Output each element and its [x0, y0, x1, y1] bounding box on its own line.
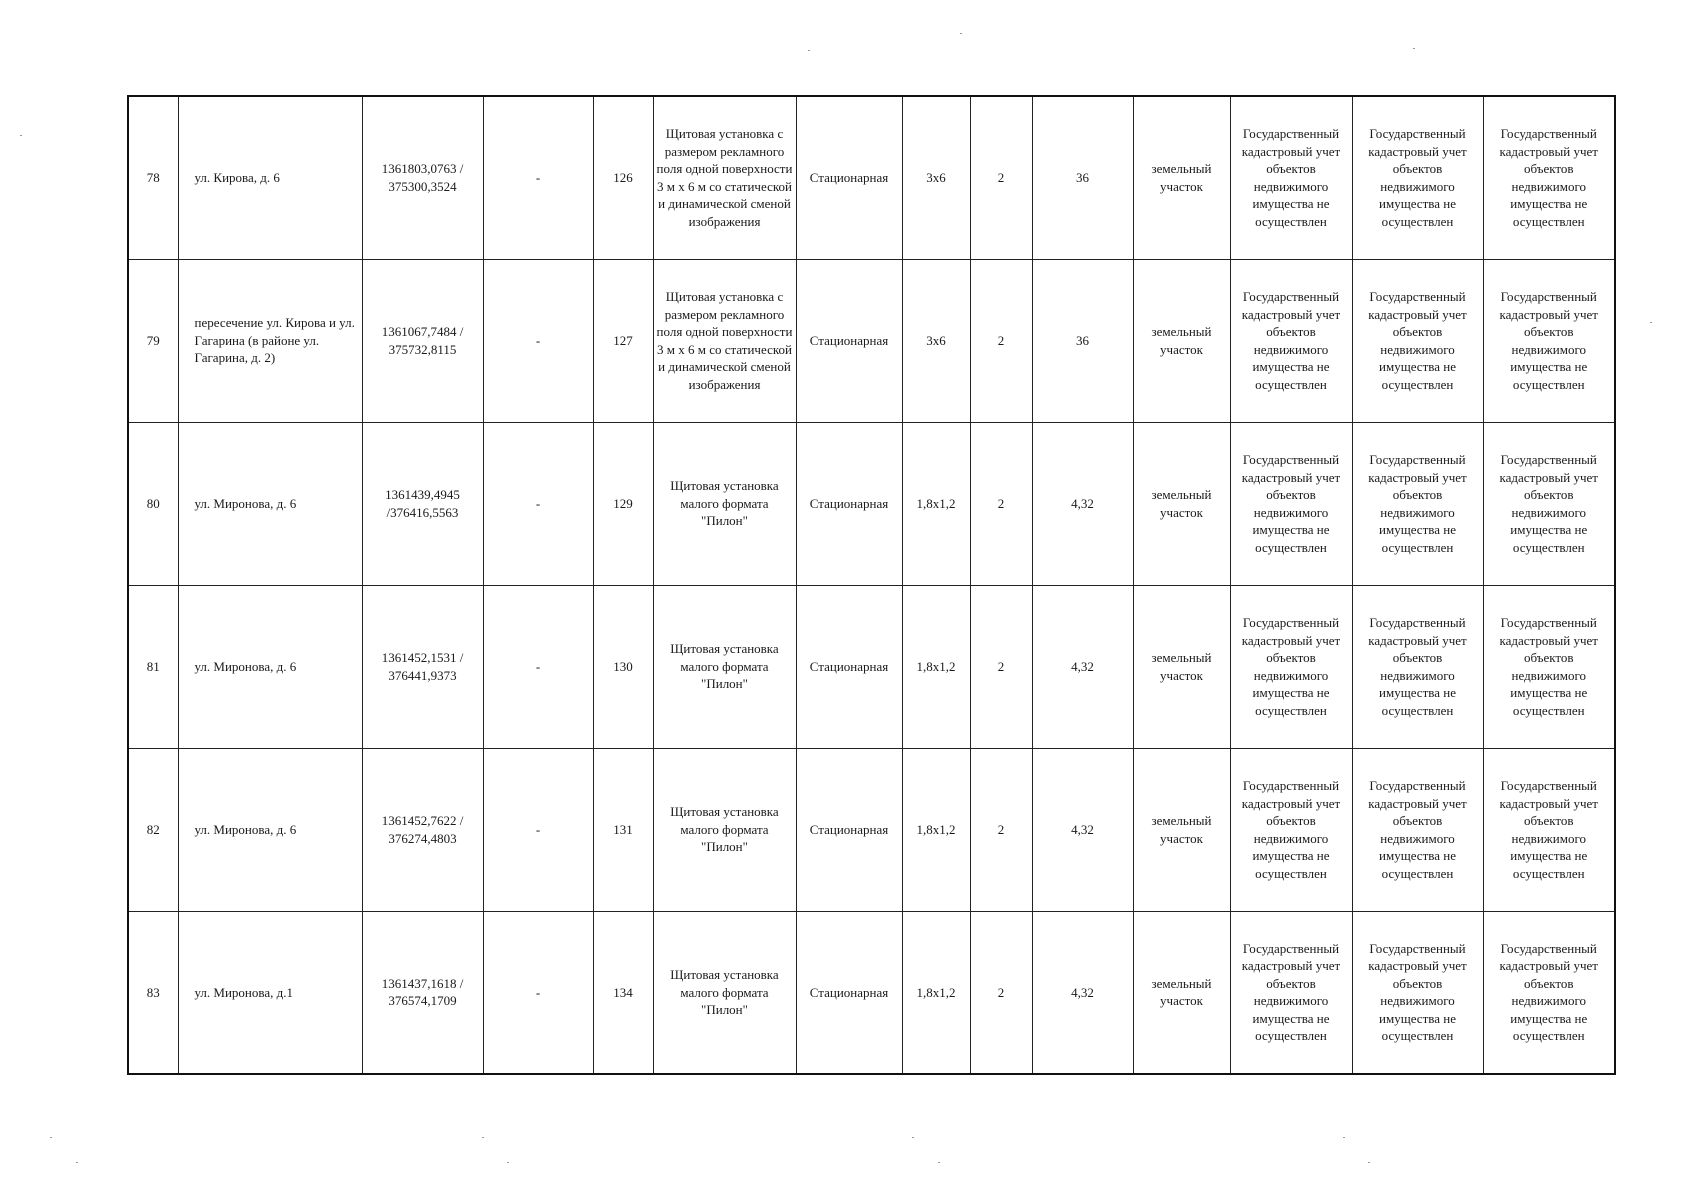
coordinates-cell: 1361067,7484 / 375732,8115 — [362, 259, 483, 422]
size-cell: 1,8х1,2 — [902, 422, 970, 585]
sides-count-cell: 2 — [970, 422, 1032, 585]
cadastral-status-cell: Государственный кадастровый учет объектов недвижимого имущества не осуществлен — [1352, 585, 1483, 748]
coordinates-cell: 1361437,1618 / 376574,1709 — [362, 911, 483, 1074]
construction-type-cell: Щитовая установка с размером рекламного поля одной поверхности 3 м х 6 м со статической и динамической сменой изображения — [653, 96, 796, 259]
dash-cell: - — [483, 422, 593, 585]
table-body — [128, 96, 1615, 1074]
cadastral-status-cell: Государственный кадастровый учет объектов недвижимого имущества не осуществлен — [1352, 748, 1483, 911]
cadastral-status-cell: Государственный кадастровый учет объектов недвижимого имущества не осуществлен — [1483, 259, 1615, 422]
dash-cell: - — [483, 259, 593, 422]
address-cell: ул. Миронова, д. 6 — [178, 585, 362, 748]
scan-speck — [938, 1162, 940, 1163]
table-row — [128, 259, 1615, 422]
address-cell: ул. Миронова, д. 6 — [178, 422, 362, 585]
scan-speck — [808, 50, 810, 51]
cadastral-status-cell: Государственный кадастровый учет объектов недвижимого имущества не осуществлен — [1483, 748, 1615, 911]
dash-cell: - — [483, 748, 593, 911]
installation-kind-cell: Стационарная — [796, 422, 902, 585]
cadastral-status-cell: Государственный кадастровый учет объектов недвижимого имущества не осуществлен — [1352, 422, 1483, 585]
cadastral-status-cell: Государственный кадастровый учет объектов недвижимого имущества не осуществлен — [1230, 96, 1352, 259]
scan-speck — [1343, 1137, 1345, 1138]
coordinates-cell: 1361803,0763 / 375300,3524 — [362, 96, 483, 259]
scheme-number-cell: 134 — [593, 911, 653, 1074]
cadastral-status-cell: Государственный кадастровый учет объектов недвижимого имущества не осуществлен — [1483, 422, 1615, 585]
property-type-cell: земельный участок — [1133, 422, 1230, 585]
area-cell: 4,32 — [1032, 748, 1133, 911]
coordinates-cell: 1361452,7622 / 376274,4803 — [362, 748, 483, 911]
scan-speck — [1368, 1162, 1370, 1163]
construction-type-cell: Щитовая установка малого формата "Пилон" — [653, 748, 796, 911]
area-cell: 36 — [1032, 96, 1133, 259]
scheme-number-cell: 130 — [593, 585, 653, 748]
scan-speck — [507, 1162, 509, 1163]
coordinates-cell: 1361439,4945 /376416,5563 — [362, 422, 483, 585]
installation-kind-cell: Стационарная — [796, 259, 902, 422]
scan-speck — [50, 1137, 52, 1138]
installation-kind-cell: Стационарная — [796, 911, 902, 1074]
size-cell: 1,8х1,2 — [902, 585, 970, 748]
scan-speck — [76, 1162, 78, 1163]
scan-speck — [1650, 322, 1652, 323]
area-cell: 4,32 — [1032, 422, 1133, 585]
size-cell: 3х6 — [902, 96, 970, 259]
cadastral-status-cell: Государственный кадастровый учет объектов недвижимого имущества не осуществлен — [1352, 96, 1483, 259]
construction-type-cell: Щитовая установка с размером рекламного поля одной поверхности 3 м х 6 м со статической и динамической сменой изображения — [653, 259, 796, 422]
scan-speck — [960, 33, 962, 34]
dash-cell: - — [483, 585, 593, 748]
address-cell: пересечение ул. Кирова и ул. Гагарина (в районе ул. Гагарина, д. 2) — [178, 259, 362, 422]
area-cell: 36 — [1032, 259, 1133, 422]
installation-kind-cell: Стационарная — [796, 748, 902, 911]
address-cell: ул. Миронова, д.1 — [178, 911, 362, 1074]
cadastral-status-cell: Государственный кадастровый учет объектов недвижимого имущества не осуществлен — [1352, 259, 1483, 422]
sides-count-cell: 2 — [970, 585, 1032, 748]
row-number-cell: 80 — [128, 422, 178, 585]
row-number-cell: 82 — [128, 748, 178, 911]
scan-speck — [1413, 48, 1415, 49]
cadastral-status-cell: Государственный кадастровый учет объектов недвижимого имущества не осуществлен — [1483, 911, 1615, 1074]
scheme-number-cell: 131 — [593, 748, 653, 911]
installation-kind-cell: Стационарная — [796, 585, 902, 748]
cadastral-status-cell: Государственный кадастровый учет объектов недвижимого имущества не осуществлен — [1483, 96, 1615, 259]
cadastral-status-cell: Государственный кадастровый учет объектов недвижимого имущества не осуществлен — [1230, 748, 1352, 911]
row-number-cell: 79 — [128, 259, 178, 422]
installation-kind-cell: Стационарная — [796, 96, 902, 259]
sides-count-cell: 2 — [970, 259, 1032, 422]
row-number-cell: 83 — [128, 911, 178, 1074]
sides-count-cell: 2 — [970, 96, 1032, 259]
sides-count-cell: 2 — [970, 748, 1032, 911]
size-cell: 3х6 — [902, 259, 970, 422]
table-row — [128, 585, 1615, 748]
table-row — [128, 911, 1615, 1074]
row-number-cell: 78 — [128, 96, 178, 259]
scan-speck — [482, 1137, 484, 1138]
area-cell: 4,32 — [1032, 585, 1133, 748]
table-row — [128, 422, 1615, 585]
scheme-number-cell: 127 — [593, 259, 653, 422]
size-cell: 1,8х1,2 — [902, 911, 970, 1074]
property-type-cell: земельный участок — [1133, 259, 1230, 422]
coordinates-cell: 1361452,1531 / 376441,9373 — [362, 585, 483, 748]
sides-count-cell: 2 — [970, 911, 1032, 1074]
cadastral-status-cell: Государственный кадастровый учет объектов недвижимого имущества не осуществлен — [1352, 911, 1483, 1074]
row-number-cell: 81 — [128, 585, 178, 748]
area-cell: 4,32 — [1032, 911, 1133, 1074]
address-cell: ул. Кирова, д. 6 — [178, 96, 362, 259]
scheme-number-cell: 129 — [593, 422, 653, 585]
dash-cell: - — [483, 96, 593, 259]
scan-speck — [912, 1137, 914, 1138]
cadastral-status-cell: Государственный кадастровый учет объектов недвижимого имущества не осуществлен — [1230, 911, 1352, 1074]
scheme-number-cell: 126 — [593, 96, 653, 259]
property-type-cell: земельный участок — [1133, 585, 1230, 748]
cadastral-status-cell: Государственный кадастровый учет объектов недвижимого имущества не осуществлен — [1230, 259, 1352, 422]
address-cell: ул. Миронова, д. 6 — [178, 748, 362, 911]
dash-cell: - — [483, 911, 593, 1074]
construction-type-cell: Щитовая установка малого формата "Пилон" — [653, 585, 796, 748]
cadastral-status-cell: Государственный кадастровый учет объектов недвижимого имущества не осуществлен — [1230, 585, 1352, 748]
property-type-cell: земельный участок — [1133, 96, 1230, 259]
construction-type-cell: Щитовая установка малого формата "Пилон" — [653, 422, 796, 585]
cadastral-status-cell: Государственный кадастровый учет объектов недвижимого имущества не осуществлен — [1483, 585, 1615, 748]
property-type-cell: земельный участок — [1133, 748, 1230, 911]
property-type-cell: земельный участок — [1133, 911, 1230, 1074]
size-cell: 1,8х1,2 — [902, 748, 970, 911]
table-row — [128, 748, 1615, 911]
construction-type-cell: Щитовая установка малого формата "Пилон" — [653, 911, 796, 1074]
advertising-structures-table — [127, 95, 1616, 1075]
cadastral-status-cell: Государственный кадастровый учет объектов недвижимого имущества не осуществлен — [1230, 422, 1352, 585]
table-row — [128, 96, 1615, 259]
scan-speck — [20, 135, 22, 136]
